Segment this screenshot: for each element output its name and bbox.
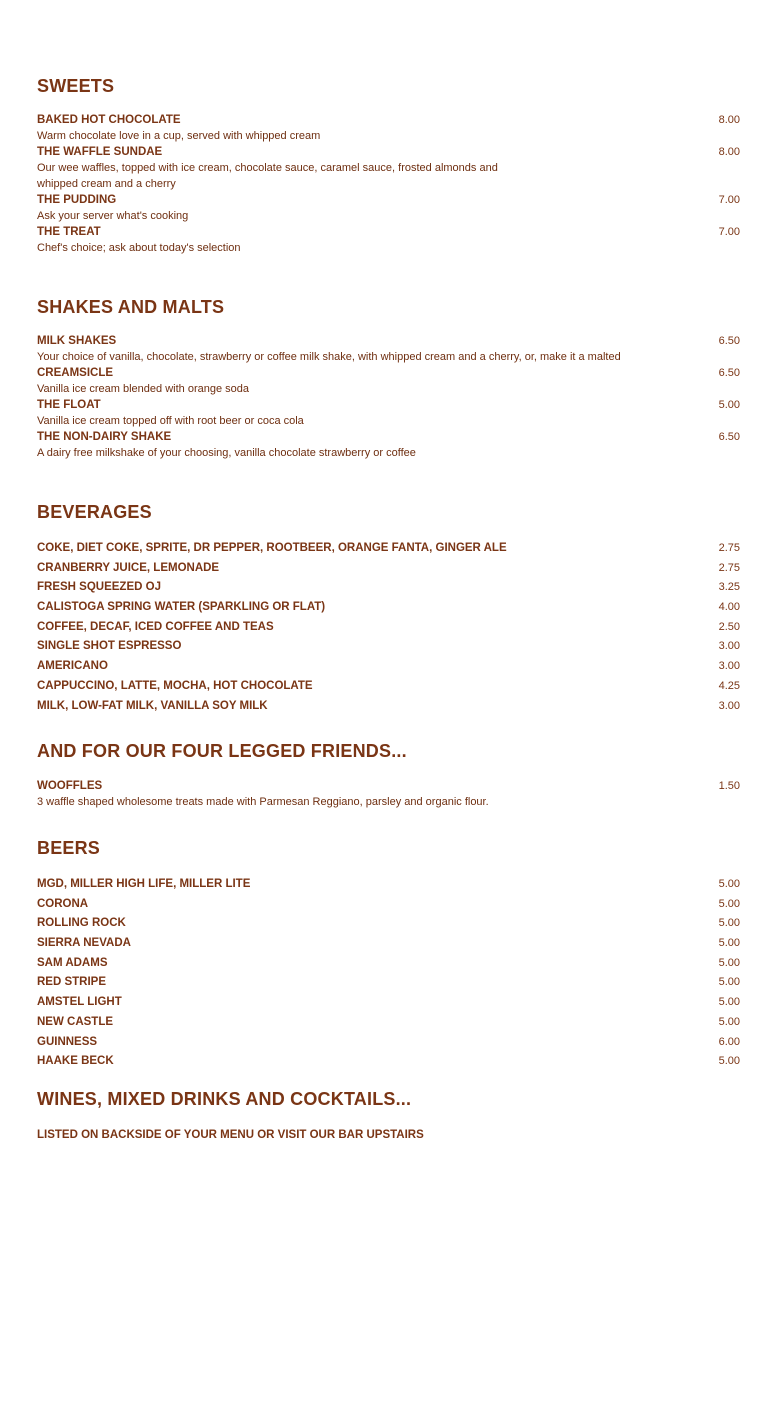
wines-note: LISTED ON BACKSIDE OF YOUR MENU OR VISIT OUR BAR UPSTAIRS	[37, 1129, 424, 1141]
item-name: NEW CASTLE	[37, 1015, 114, 1028]
item-name: THE NON-DAIRY SHAKE	[37, 431, 172, 443]
section-title: BEVERAGES	[37, 502, 152, 522]
menu-item	[37, 697, 740, 717]
menu-item	[37, 333, 740, 365]
menu-item	[37, 1052, 740, 1072]
item-name: AMERICANO	[37, 660, 108, 673]
item-price: 3.00	[718, 699, 740, 712]
item-price: 3.25	[718, 581, 740, 594]
section-title: BEERS	[37, 838, 101, 858]
section-title: AND FOR OUR FOUR LEGGED FRIENDS...	[37, 741, 407, 761]
item-name: CORONA	[37, 897, 89, 910]
item-name: FRESH SQUEEZED OJ	[37, 581, 161, 594]
item-price: 5.00	[718, 897, 740, 910]
menu-item	[37, 144, 740, 192]
item-price: 4.25	[718, 679, 740, 692]
item-name: THE PUDDING	[37, 194, 117, 206]
item-price: 5.00	[718, 1055, 740, 1068]
item-name: SIERRA NEVADA	[37, 937, 131, 950]
item-name: ROLLING ROCK	[37, 917, 126, 930]
menu-item	[37, 192, 740, 224]
menu-item	[37, 397, 740, 429]
item-description: Our wee waffles, topped with ice cream, chocolate sauce, caramel sauce, frosted almonds and whipped cream and a cherry	[37, 162, 498, 190]
menu-item	[37, 365, 740, 397]
menu-item	[37, 934, 740, 954]
item-name: SINGLE SHOT ESPRESSO	[37, 640, 182, 653]
item-name: COFFEE, DECAF, ICED COFFEE AND TEAS	[37, 620, 274, 633]
menu-item	[37, 578, 740, 598]
section-beers	[37, 837, 740, 1072]
item-price: 8.00	[718, 146, 740, 158]
item-name: HAAKE BECK	[37, 1055, 114, 1068]
item-name: THE WAFFLE SUNDAE	[37, 146, 163, 158]
item-price: 5.00	[718, 937, 740, 950]
item-description: Your choice of vanilla, chocolate, strawberry or coffee milk shake, with whipped cream and a cherry, or, make it a malted	[37, 351, 621, 363]
item-price: 7.00	[718, 226, 740, 238]
item-description: Ask your server what's cooking	[37, 210, 189, 222]
menu-item	[37, 677, 740, 697]
item-price: 3.00	[718, 640, 740, 653]
item-name: THE TREAT	[37, 226, 101, 238]
item-price: 5.00	[718, 399, 740, 411]
menu-item	[37, 875, 740, 895]
menu-item	[37, 895, 740, 915]
item-description: Chef's choice; ask about today's selection	[37, 242, 241, 254]
section-beverages	[37, 501, 740, 716]
section-pets	[37, 740, 740, 810]
item-name: MGD, MILLER HIGH LIFE, MILLER LITE	[37, 878, 251, 890]
item-name: WOOFFLES	[37, 780, 103, 792]
section-shakes	[37, 296, 740, 461]
section-title: SWEETS	[37, 76, 115, 96]
menu-item	[37, 778, 740, 810]
item-description: Vanilla ice cream blended with orange soda	[37, 383, 249, 395]
item-price: 1.50	[718, 780, 740, 792]
menu-item	[37, 112, 740, 144]
menu-item	[37, 429, 740, 461]
item-name: MILK, LOW-FAT MILK, VANILLA SOY MILK	[37, 699, 268, 712]
item-price: 2.50	[718, 620, 740, 633]
item-description: 3 waffle shaped wholesome treats made with Parmesan Reggiano, parsley and organic flour.	[37, 796, 489, 808]
item-name: CREAMSICLE	[37, 367, 114, 379]
section-title: WINES, MIXED DRINKS AND COCKTAILS...	[37, 1089, 412, 1109]
menu-item	[37, 618, 740, 638]
item-name: AMSTEL LIGHT	[37, 996, 122, 1009]
item-price: 5.00	[718, 976, 740, 989]
menu-item	[37, 1013, 740, 1033]
menu-item	[37, 598, 740, 618]
item-name: GUINNESS	[37, 1035, 98, 1048]
item-description: Vanilla ice cream topped off with root beer or coca cola	[37, 415, 304, 427]
item-price: 6.00	[718, 1035, 740, 1048]
item-price: 5.00	[718, 1015, 740, 1028]
item-name: SAM ADAMS	[37, 956, 108, 969]
menu-item	[37, 1033, 740, 1053]
item-name: CAPPUCCINO, LATTE, MOCHA, HOT CHOCOLATE	[37, 679, 313, 692]
item-price: 6.50	[718, 431, 740, 443]
menu-item	[37, 993, 740, 1013]
item-price: 4.00	[718, 601, 740, 614]
menu-item	[37, 224, 740, 256]
menu-item	[37, 973, 740, 993]
item-name: RED STRIPE	[37, 976, 107, 989]
menu-item	[37, 914, 740, 934]
section-sweets	[37, 75, 740, 256]
menu-item	[37, 539, 740, 559]
item-name: BAKED HOT CHOCOLATE	[37, 114, 181, 126]
item-price: 2.75	[718, 561, 740, 574]
menu-item	[37, 559, 740, 579]
item-price: 5.00	[718, 917, 740, 930]
item-price: 2.75	[718, 542, 740, 554]
menu-item	[37, 954, 740, 974]
item-name: COKE, DIET COKE, SPRITE, DR PEPPER, ROOTBEER, ORANGE FANTA, GINGER ALE	[37, 542, 507, 554]
item-price: 7.00	[718, 194, 740, 206]
item-name: THE FLOAT	[37, 399, 101, 411]
item-price: 6.50	[718, 335, 740, 347]
section-wines	[37, 1088, 740, 1143]
section-title: SHAKES AND MALTS	[37, 297, 225, 317]
item-name: MILK SHAKES	[37, 335, 117, 347]
item-name: CALISTOGA SPRING WATER (SPARKLING OR FLAT)	[37, 601, 326, 614]
menu-item	[37, 637, 740, 657]
item-price: 5.00	[718, 878, 740, 890]
item-name: CRANBERRY JUICE, LEMONADE	[37, 561, 220, 574]
item-price: 5.00	[718, 956, 740, 969]
item-description: Warm chocolate love in a cup, served with whipped cream	[37, 130, 321, 142]
item-price: 5.00	[718, 996, 740, 1009]
item-price: 8.00	[718, 114, 740, 126]
menu-item	[37, 657, 740, 677]
item-description: A dairy free milkshake of your choosing, vanilla chocolate strawberry or coffee	[37, 447, 416, 459]
item-price: 3.00	[718, 660, 740, 673]
item-price: 6.50	[718, 367, 740, 379]
